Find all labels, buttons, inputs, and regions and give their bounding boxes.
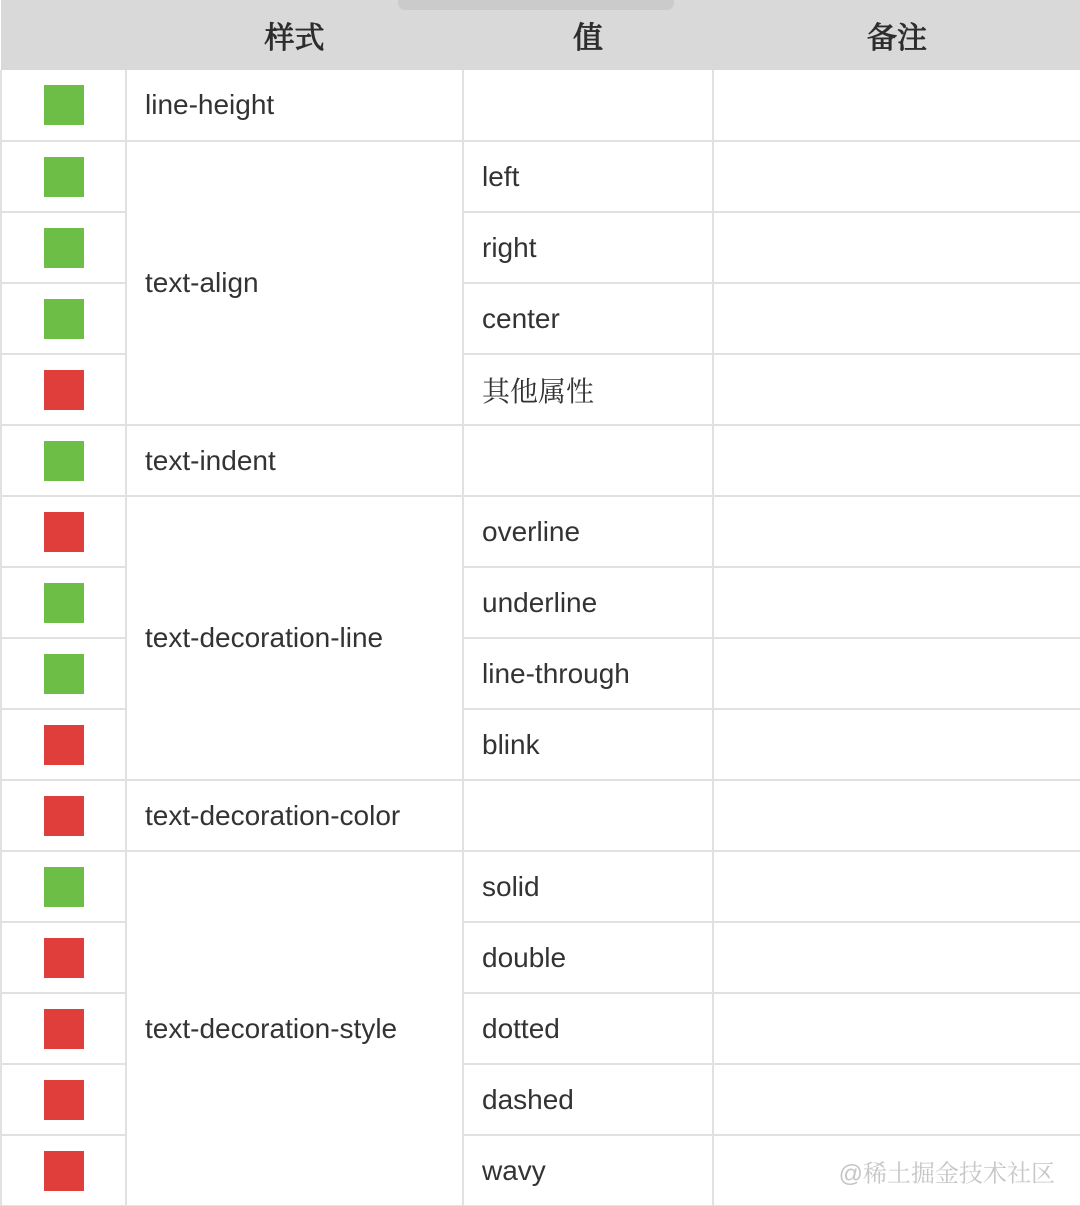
remark-cell [713, 212, 1080, 283]
community-watermark: @稀土掘金技术社区 [838, 1160, 1055, 1187]
value-cell: blink [463, 709, 713, 780]
status-cell [1, 496, 126, 567]
column-header-remark: 备注 [713, 0, 1080, 70]
table-header [1, 0, 1080, 70]
status-cell [1, 283, 126, 354]
status-square [44, 867, 84, 907]
status-cell [1, 141, 126, 212]
value-cell: center [463, 283, 713, 354]
status-cell [1, 567, 126, 638]
style-cell: line-height [126, 70, 463, 141]
remark-cell [713, 283, 1080, 354]
column-header-style: 样式 [126, 0, 463, 70]
remark-cell [713, 141, 1080, 212]
status-cell [1, 780, 126, 851]
status-cell [1, 425, 126, 496]
status-square [44, 85, 84, 125]
status-square [44, 1151, 84, 1191]
value-cell: dashed [463, 1064, 713, 1135]
status-square [44, 796, 84, 836]
style-cell: text-decoration-color [126, 780, 463, 851]
style-cell: text-indent [126, 425, 463, 496]
value-cell: left [463, 141, 713, 212]
remark-cell [713, 780, 1080, 851]
status-cell [1, 993, 126, 1064]
status-square [44, 512, 84, 552]
status-cell [1, 1135, 126, 1206]
table-row [1, 141, 1080, 212]
status-cell [1, 851, 126, 922]
value-cell [463, 425, 713, 496]
remark-cell [713, 1064, 1080, 1135]
status-cell [1, 1064, 126, 1135]
value-cell: dotted [463, 993, 713, 1064]
remark-cell [713, 70, 1080, 141]
status-cell [1, 70, 126, 141]
remark-cell [713, 851, 1080, 922]
header-row [1, 0, 1080, 70]
status-square [44, 299, 84, 339]
column-header-value: 值 [463, 0, 713, 70]
status-square [44, 654, 84, 694]
status-square [44, 583, 84, 623]
status-cell [1, 709, 126, 780]
value-cell: line-through [463, 638, 713, 709]
table-row [1, 780, 1080, 851]
status-square [44, 725, 84, 765]
column-header-status [1, 0, 126, 70]
status-square [44, 1009, 84, 1049]
status-square [44, 1080, 84, 1120]
value-cell: solid [463, 851, 713, 922]
value-cell: double [463, 922, 713, 993]
value-cell: right [463, 212, 713, 283]
table-row [1, 851, 1080, 922]
remark-cell [713, 1135, 1080, 1206]
status-cell [1, 354, 126, 425]
table-row [1, 496, 1080, 567]
top-overlay-strip [398, 0, 674, 10]
status-square [44, 370, 84, 410]
value-cell: overline [463, 496, 713, 567]
value-cell [463, 780, 713, 851]
remark-cell [713, 496, 1080, 567]
status-cell [1, 212, 126, 283]
status-square [44, 228, 84, 268]
remark-cell [713, 567, 1080, 638]
style-cell: text-align [126, 141, 463, 425]
remark-cell [713, 922, 1080, 993]
remark-cell [713, 638, 1080, 709]
table-row [1, 70, 1080, 141]
value-cell: wavy [463, 1135, 713, 1206]
remark-cell [713, 993, 1080, 1064]
status-cell [1, 638, 126, 709]
table-row [1, 425, 1080, 496]
status-square [44, 441, 84, 481]
value-cell [463, 70, 713, 141]
style-cell: text-decoration-style [126, 851, 463, 1206]
value-cell: 其他属性 [463, 354, 713, 425]
remark-cell [713, 709, 1080, 780]
style-cell: text-decoration-line [126, 496, 463, 780]
remark-cell [713, 354, 1080, 425]
status-cell [1, 922, 126, 993]
status-square [44, 938, 84, 978]
remark-cell [713, 425, 1080, 496]
status-square [44, 157, 84, 197]
value-cell: underline [463, 567, 713, 638]
